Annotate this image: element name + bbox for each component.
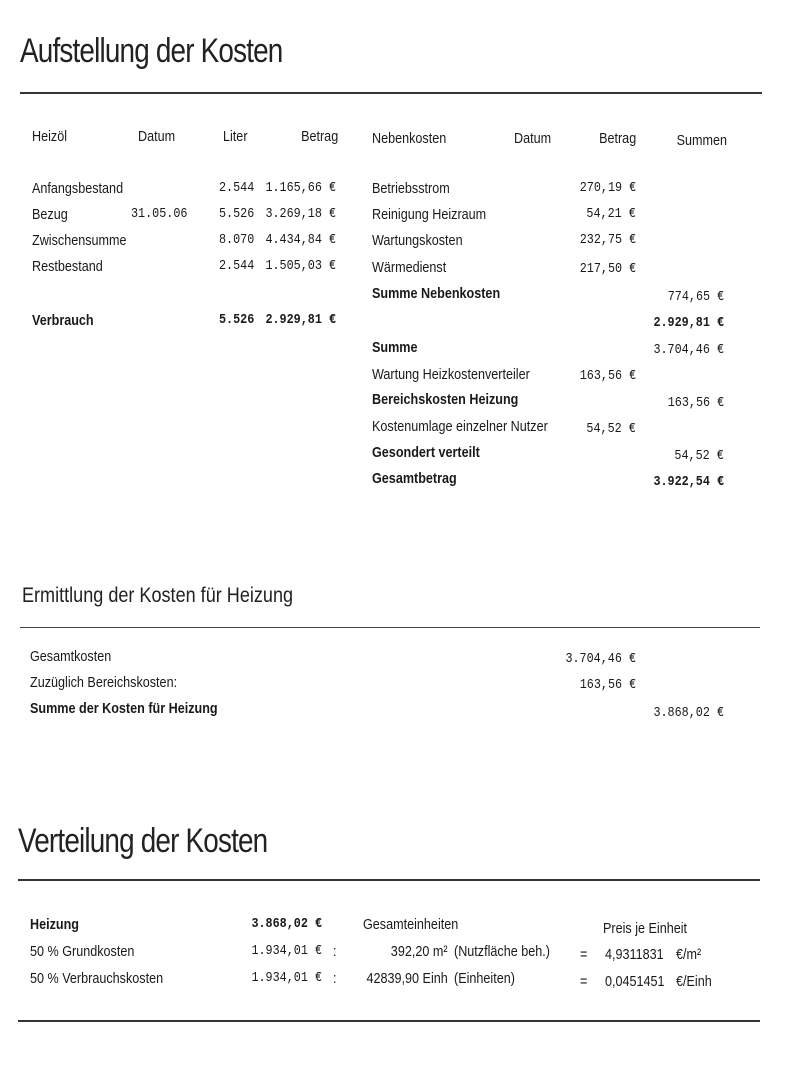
left-row-liter: 2.544 [219, 258, 255, 274]
right-row-sum: 2.929,81 € [653, 315, 724, 331]
right-row-label: Gesondert verteilt [372, 444, 480, 461]
heizung-row-amount: 163,56 € [579, 677, 636, 693]
divider [20, 92, 762, 94]
header-heizoel: Heizöl [32, 128, 68, 145]
right-row-sum: 54,52 € [674, 448, 724, 464]
verteilung-row-colon: : [333, 970, 337, 987]
verteilung-row-price-unit: €/Einh [676, 973, 712, 990]
heizung-amount: 3.868,02 € [251, 916, 322, 932]
divider [18, 879, 760, 881]
header-liter: Liter [223, 128, 248, 145]
right-row-amount: 270,19 € [579, 180, 636, 196]
right-row-label: Summe [372, 339, 418, 356]
header-summen: Summen [676, 132, 727, 149]
verteilung-row-eq: = [580, 973, 588, 990]
header-betrag-2: Betrag [598, 130, 636, 147]
right-row-label: Betriebsstrom [372, 180, 450, 197]
verteilung-row-amount: 1.934,01 € [251, 970, 322, 986]
verteilung-row-unit-desc: (Nutzfläche beh.) [454, 943, 550, 960]
left-row-liter: 5.526 [219, 312, 255, 328]
header-betrag: Betrag [300, 128, 338, 145]
heizung-row-sum: 3.868,02 € [653, 705, 724, 721]
left-row-label: Zwischensumme [32, 232, 127, 249]
verteilung-row-amount: 1.934,01 € [251, 943, 322, 959]
divider [20, 627, 760, 628]
heizung-row-label: Gesamtkosten [30, 648, 112, 665]
header-nebenkosten: Nebenkosten [372, 130, 447, 147]
right-row-label: Wartung Heizkostenverteiler [372, 366, 530, 383]
gesamteinheiten-label: Gesamteinheiten [363, 916, 459, 933]
verteilung-row-units: 392,20 m² [391, 943, 448, 960]
right-row-label: Wartungskosten [372, 232, 463, 249]
right-row-label: Kostenumlage einzelner Nutzer [372, 418, 548, 435]
divider [18, 1020, 760, 1022]
section-title-ermittlung: Ermittlung der Kosten für Heizung [22, 584, 294, 607]
right-row-label: Summe Nebenkosten [372, 285, 501, 302]
right-row-sum: 3.704,46 € [653, 342, 724, 358]
verteilung-row-eq: = [580, 946, 588, 963]
left-row-amount: 1.165,66 € [265, 180, 336, 196]
right-row-amount: 54,21 € [586, 206, 636, 222]
right-row-amount: 54,52 € [586, 421, 636, 437]
left-row-label: Bezug [32, 206, 68, 223]
right-row-sum: 774,65 € [667, 289, 724, 305]
header-datum-2: Datum [514, 130, 552, 147]
right-row-label: Wärmedienst [372, 259, 447, 276]
verteilung-row-price: 0,0451451 [605, 973, 665, 990]
left-row-label: Anfangsbestand [32, 180, 124, 197]
left-row-amount: 3.269,18 € [265, 206, 336, 222]
right-row-label: Gesamtbetrag [372, 470, 457, 487]
section-title-aufstellung: Aufstellung der Kosten [20, 32, 283, 70]
right-row-sum: 3.922,54 € [653, 474, 724, 490]
right-row-sum: 163,56 € [667, 395, 724, 411]
left-row-liter: 5.526 [219, 206, 255, 222]
verteilung-row-label: 50 % Grundkosten [30, 943, 135, 960]
left-row-amount: 4.434,84 € [265, 232, 336, 248]
heizung-row-label: Zuzüglich Bereichskosten: [30, 674, 178, 691]
header-datum: Datum [138, 128, 176, 145]
heizung-label: Heizung [30, 916, 80, 933]
verteilung-row-price-unit: €/m² [676, 946, 702, 963]
left-row-label-verbrauch: Verbrauch [32, 312, 94, 329]
right-row-amount: 217,50 € [579, 261, 636, 277]
section-title-verteilung: Verteilung der Kosten [18, 822, 268, 860]
heizung-row-label: Summe der Kosten für Heizung [30, 700, 218, 717]
heizung-row-amount: 3.704,46 € [565, 651, 636, 667]
left-row-amount: 2.929,81 € [265, 312, 336, 328]
verteilung-row-colon: : [333, 943, 337, 960]
verteilung-row-unit-desc: (Einheiten) [454, 970, 515, 987]
preis-label: Preis je Einheit [603, 920, 688, 937]
right-row-label: Bereichskosten Heizung [372, 391, 519, 408]
verteilung-row-price: 4,9311831 [605, 946, 664, 963]
left-row-amount: 1.505,03 € [265, 258, 336, 274]
left-row-liter: 2.544 [219, 180, 255, 196]
right-row-amount: 232,75 € [579, 232, 636, 248]
left-row-date: 31.05.06 [131, 206, 188, 222]
right-row-label: Reinigung Heizraum [372, 206, 487, 223]
verteilung-row-units: 42839,90 Einh [366, 970, 448, 987]
right-row-amount: 163,56 € [579, 368, 636, 384]
left-row-label: Restbestand [32, 258, 103, 275]
verteilung-row-label: 50 % Verbrauchskosten [30, 970, 164, 987]
left-row-liter: 8.070 [219, 232, 255, 248]
